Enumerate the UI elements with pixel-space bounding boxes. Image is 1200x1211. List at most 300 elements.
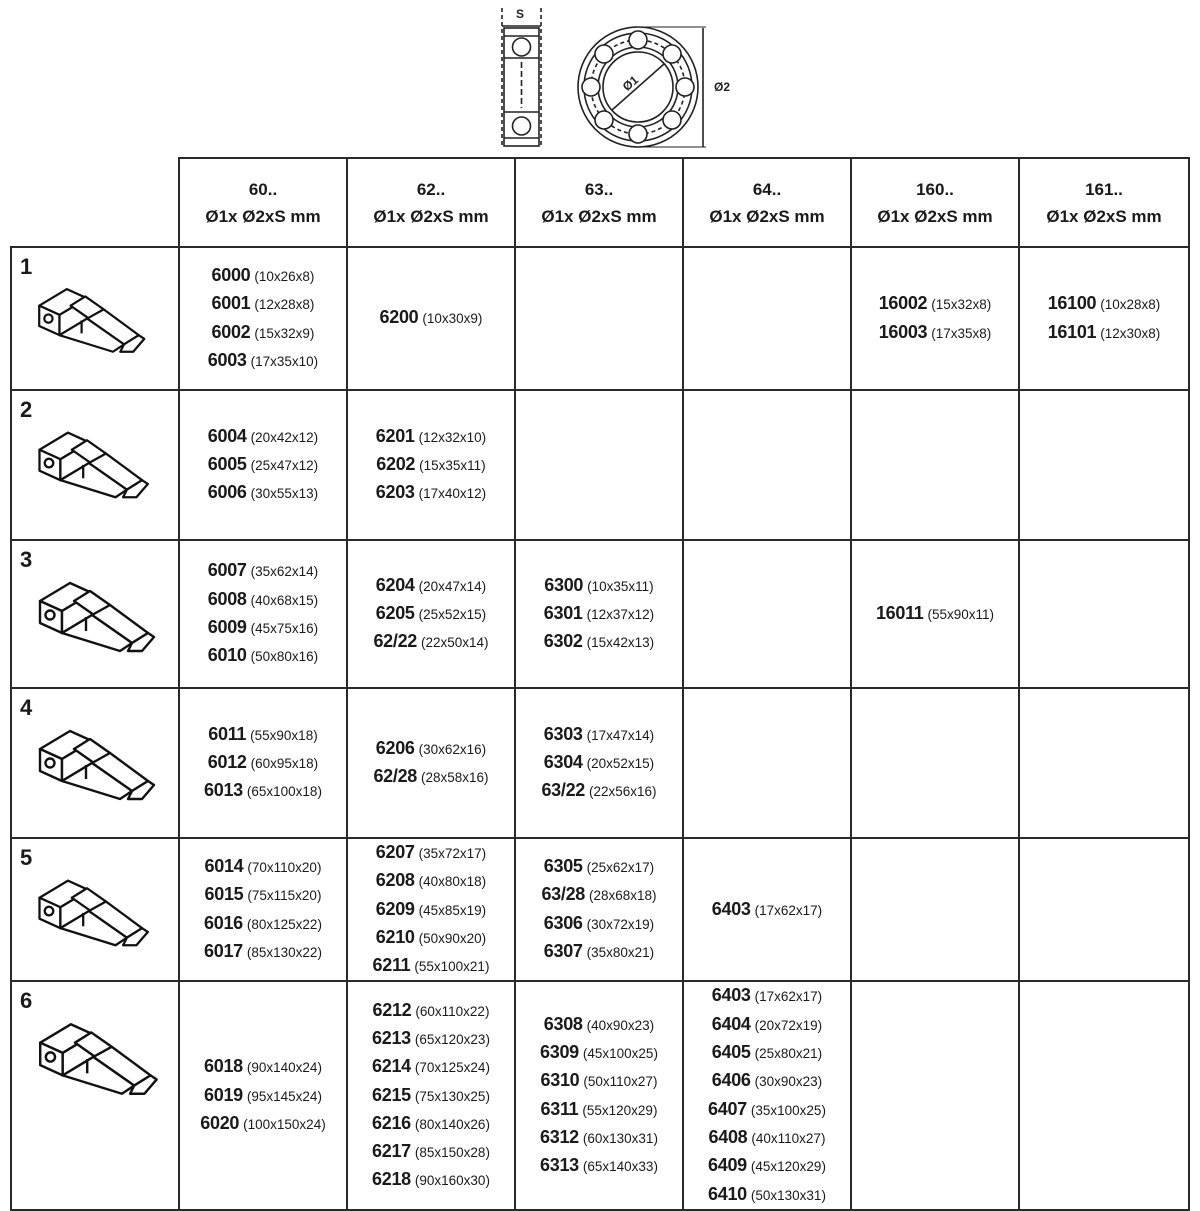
bearing-entry: [180, 479, 346, 507]
bearing-dimensions: (60x95x18): [250, 755, 319, 771]
bearing-dimensions: (90x140x24): [246, 1060, 322, 1076]
series-label: 60..: [248, 179, 278, 199]
bearing-dimensions: (28x68x18): [589, 888, 657, 904]
bearing-dimensions: (40x90x23): [586, 1017, 655, 1033]
bearing-dimensions: (35x80x21): [586, 945, 655, 961]
bearing-entry: [180, 881, 346, 909]
bearing-code: 6309: [540, 1042, 579, 1063]
bearing-code: 6209: [375, 898, 415, 919]
bearing-dimensions: (30x62x16): [418, 741, 487, 757]
bearing-code: 6409: [708, 1155, 747, 1176]
bearing-code: 6202: [376, 453, 416, 474]
bearing-dimensions: (15x32x9): [254, 325, 315, 341]
bearing-entry: [180, 347, 346, 375]
bearing-dimensions: (65x140x33): [582, 1159, 658, 1175]
bearing-code: 6004: [207, 425, 247, 446]
bearing-entry: [348, 1025, 514, 1053]
bearing-code: 6009: [207, 617, 247, 637]
bearing-code: 6302: [543, 631, 583, 652]
bearing-cell: [1019, 540, 1189, 688]
bearing-code: 6301: [543, 602, 583, 623]
bearing-selection-table: [10, 157, 1190, 1211]
bearing-cell: [347, 540, 515, 688]
bearing-code: 6018: [204, 1056, 243, 1077]
bearing-code: 6410: [708, 1183, 747, 1204]
bearing-dimensions: (60x110x22): [415, 1003, 490, 1019]
bearing-dimensions: (22x56x16): [589, 784, 657, 800]
bearing-entry: [180, 938, 346, 966]
bearing-entry: [516, 749, 682, 777]
dims-label: Ø1x Ø2xS mm: [1046, 206, 1162, 226]
bearing-entry: [348, 1110, 514, 1138]
bearing-code: 16100: [1047, 293, 1097, 314]
bearing-entry: [852, 290, 1018, 318]
corner-cell: [11, 158, 179, 247]
bearing-entry: [348, 423, 514, 451]
bearing-code: 6403: [711, 985, 751, 1006]
bearing-front-view: [578, 27, 706, 147]
bearing-cell: [515, 838, 683, 981]
table-row: [11, 688, 1189, 838]
bearing-entry: [180, 290, 346, 318]
bearing-code: 16101: [1047, 321, 1097, 342]
bearing-cell: [683, 390, 851, 540]
bearing-dimensions: (20x47x14): [418, 578, 487, 594]
bearing-entry: [1020, 290, 1188, 318]
bearing-entry: [684, 1181, 850, 1209]
bearing-code: 6016: [204, 912, 243, 933]
bearing-dimensions: (65x100x18): [246, 784, 322, 800]
bearing-dimensions: (55x100x21): [414, 959, 490, 975]
bearing-entry: [684, 1096, 850, 1124]
bearing-dimensions: (20x72x19): [754, 1017, 823, 1033]
bearing-cell: [851, 688, 1019, 838]
bearing-code: 6310: [540, 1070, 580, 1091]
bearing-dimensions: (17x40x12): [418, 486, 487, 502]
bearing-entry: [684, 1039, 850, 1067]
bearing-dimensions: (20x42x12): [250, 429, 319, 445]
bearing-entry: [348, 628, 514, 656]
bearing-code: 63/22: [541, 780, 585, 801]
bearing-cell: [1019, 981, 1189, 1209]
table-row: [11, 838, 1189, 981]
series-label: 161..: [1085, 179, 1123, 199]
bearing-code: 6311: [540, 1098, 579, 1119]
label-d1: Ø1: [619, 72, 642, 94]
bearing-dimensions: (35x62x14): [250, 564, 319, 580]
tool-number: 6: [20, 988, 33, 1014]
bearing-entry: [180, 586, 346, 614]
bearing-code: 6003: [207, 349, 247, 370]
bearing-dimensions: (15x35x11): [419, 457, 486, 473]
bearing-dimensions: (75x130x25): [414, 1088, 490, 1104]
bearing-dimensions: (25x52x15): [418, 606, 487, 622]
column-header-60: [179, 158, 347, 247]
series-label: 160..: [916, 179, 954, 199]
bearing-dimensions: (70x110x20): [247, 860, 322, 876]
table-row: [11, 540, 1189, 688]
bearing-dimensions: (85x150x28): [414, 1145, 490, 1161]
bearing-entry: [348, 1053, 514, 1081]
dims-label: Ø1x Ø2xS mm: [541, 206, 657, 226]
bearing-dimensions: (80x140x26): [414, 1116, 490, 1132]
bearing-dimensions: (70x125x24): [414, 1060, 490, 1076]
bearing-entry: [180, 1082, 346, 1110]
bearing-cell: [851, 247, 1019, 390]
bearing-code: 6405: [711, 1042, 751, 1063]
bearing-dimensions: (45x75x16): [250, 621, 319, 636]
dims-label: Ø1x Ø2xS mm: [877, 206, 993, 226]
bearing-entry: [516, 777, 682, 805]
tool-cell: [11, 838, 179, 981]
bearing-entry: [180, 319, 346, 347]
bearing-entry: [852, 319, 1018, 347]
bearing-cell: [851, 390, 1019, 540]
bearing-entry: [348, 572, 514, 600]
bearing-entry: [180, 910, 346, 938]
bearing-dimensions: (90x160x30): [414, 1173, 490, 1189]
bearing-entry: [516, 628, 682, 656]
bearing-entry: [516, 1152, 682, 1180]
bearing-code: 6215: [372, 1084, 411, 1105]
bearing-code: 6020: [200, 1112, 240, 1133]
bearing-dimensions: (15x32x8): [931, 297, 992, 313]
bearing-dimensions: (75x115x20): [247, 888, 322, 904]
tool-cell: [11, 540, 179, 688]
bearing-cell: [851, 838, 1019, 981]
bearing-cell: [179, 540, 347, 688]
column-header-64: [683, 158, 851, 247]
bearing-dimensions: (12x30x8): [1100, 325, 1161, 341]
bearing-entry: [180, 451, 346, 479]
dims-label: Ø1x Ø2xS mm: [205, 206, 321, 226]
bearing-dimensions: (100x150x24): [243, 1116, 326, 1132]
bearing-cell: [347, 981, 515, 1209]
series-label: 64..: [752, 179, 782, 199]
bearing-entry: [348, 1138, 514, 1166]
bearing-dimensions: (28x58x16): [421, 770, 489, 785]
puller-jaw-icon: [30, 421, 163, 512]
bearing-code: 6201: [375, 425, 415, 446]
bearing-code: 6305: [543, 856, 583, 877]
bearing-dimension-diagram: [0, 0, 1200, 155]
bearing-code: 6408: [708, 1126, 748, 1147]
bearing-code: 16003: [878, 321, 928, 342]
bearing-code: 6203: [375, 482, 415, 503]
bearing-entry: [180, 721, 346, 749]
bearing-dimensions: (55x120x29): [582, 1102, 658, 1118]
bearing-code: 6019: [204, 1084, 243, 1105]
tool-cell: [11, 981, 179, 1209]
bearing-entry: [852, 600, 1018, 628]
bearing-cell: [683, 247, 851, 390]
bearing-dimensions: (40x80x18): [418, 874, 487, 890]
bearing-dimensions: (40x68x15): [250, 592, 319, 608]
bearing-code: 6005: [207, 453, 247, 474]
bearing-entry: [180, 777, 346, 805]
bearing-dimensions: (17x62x17): [754, 989, 823, 1005]
bearing-cell: [179, 247, 347, 390]
bearing-code: 6008: [207, 588, 247, 609]
puller-jaw-icon: [30, 278, 159, 366]
bearing-dimensions: (17x62x17): [754, 902, 823, 918]
bearing-entry: [348, 304, 514, 332]
bearing-dimensions: (40x110x27): [751, 1130, 826, 1146]
bearing-cell: [683, 838, 851, 981]
bearing-code: 63/28: [541, 884, 585, 905]
bearing-code: 6218: [372, 1169, 411, 1190]
bearing-dimensions: (45x120x29): [750, 1159, 826, 1175]
header-row: [11, 158, 1189, 247]
bearing-cell: [851, 981, 1019, 1209]
bearing-dimensions: (95x145x24): [246, 1088, 322, 1104]
puller-jaw-icon: [30, 869, 163, 960]
column-header-63: [515, 158, 683, 247]
bearing-dimensions: (35x100x25): [750, 1102, 826, 1118]
bearing-code: 6306: [543, 912, 583, 933]
bearing-cell: [179, 981, 347, 1209]
bearing-code: 6214: [372, 1056, 411, 1077]
bearing-dimensions: (45x100x25): [582, 1046, 658, 1062]
bearing-entry: [180, 423, 346, 451]
bearing-entry: [516, 853, 682, 881]
bearing-dimensions: (25x47x12): [250, 457, 319, 473]
table-row: [11, 981, 1189, 1209]
bearing-cell: [851, 540, 1019, 688]
bearing-code: 6006: [207, 482, 247, 503]
bearing-dimensions: (50x80x16): [250, 649, 319, 665]
bearing-dimensions: (35x72x17): [418, 846, 487, 861]
bearing-entry: [684, 896, 850, 924]
table-row: [11, 247, 1189, 390]
tool-number: 5: [20, 845, 33, 870]
tool-cell: [11, 247, 179, 390]
bearing-dimensions: (30x55x13): [250, 486, 319, 502]
tool-number: 4: [20, 695, 33, 720]
bearing-cell: [1019, 247, 1189, 390]
series-label: 63..: [584, 179, 614, 199]
bearing-code: 16002: [878, 293, 928, 314]
bearing-entry: [516, 881, 682, 909]
bearing-cell: [179, 688, 347, 838]
bearing-dimensions: (10x35x11): [587, 578, 654, 594]
tool-number: 2: [20, 397, 33, 422]
puller-jaw-icon: [30, 571, 170, 666]
bearing-entry: [348, 451, 514, 479]
bearing-code: 6211: [372, 955, 411, 976]
bearing-entry: [516, 1011, 682, 1039]
bearing-code: 6015: [204, 884, 244, 905]
bearing-dimensions: (55x90x18): [250, 727, 318, 743]
series-label: 62..: [416, 179, 446, 199]
bearing-dimensions: (85x130x22): [246, 945, 322, 961]
bearing-code: 6406: [711, 1070, 751, 1091]
bearing-cell: [347, 247, 515, 390]
bearing-code: 6000: [211, 264, 251, 285]
bearing-code: 6206: [375, 737, 415, 758]
bearing-cell: [347, 688, 515, 838]
table-row: [11, 390, 1189, 540]
bearing-code: 6212: [372, 999, 412, 1020]
bearing-entry: [180, 853, 346, 881]
bearing-entry: [516, 938, 682, 966]
bearing-code: 6217: [372, 1141, 411, 1162]
bearing-cell: [683, 981, 851, 1209]
bearing-code: 6012: [207, 751, 247, 772]
bearing-dimensions: (25x62x17): [586, 860, 655, 876]
bearing-entry: [348, 924, 514, 952]
column-header-160: [851, 158, 1019, 247]
bearing-dimensions: (12x32x10): [418, 429, 487, 445]
tool-number: 3: [20, 547, 33, 572]
bearing-code: 6013: [204, 780, 243, 801]
bearing-code: 6303: [543, 723, 583, 744]
bearing-cell: [515, 688, 683, 838]
bearing-cell: [1019, 390, 1189, 540]
bearing-dimensions: (17x47x14): [586, 727, 655, 743]
bearing-cell: [515, 540, 683, 688]
bearing-entry: [348, 763, 514, 791]
bearing-code: 6313: [540, 1155, 579, 1176]
bearing-dimensions: (17x35x10): [250, 353, 319, 369]
bearing-entry: [348, 1166, 514, 1194]
bearing-cell: [683, 688, 851, 838]
bearing-code: 6210: [375, 926, 415, 947]
bearing-entry: [348, 867, 514, 895]
bearing-code: 62/28: [373, 766, 417, 786]
bearing-dimensions: (17x35x8): [931, 325, 992, 341]
bearing-cell: [179, 838, 347, 981]
bearing-entry: [516, 910, 682, 938]
bearing-dimensions: (20x52x15): [586, 755, 655, 771]
column-header-62: [347, 158, 515, 247]
bearing-entry: [684, 1011, 850, 1039]
dims-label: Ø1x Ø2xS mm: [709, 206, 825, 226]
bearing-dimensions: (50x110x27): [583, 1074, 658, 1090]
bearing-entry: [180, 614, 346, 642]
bearing-code: 6407: [708, 1098, 747, 1119]
column-header-161: [1019, 158, 1189, 247]
bearing-dimensions: (65x120x23): [414, 1031, 490, 1047]
bearing-dimensions: (80x125x22): [246, 916, 322, 932]
bearing-code: 6014: [204, 856, 244, 877]
bearing-entry: [516, 1039, 682, 1067]
bearing-entry: [180, 642, 346, 670]
bearing-cell: [179, 390, 347, 540]
bearing-code: 6017: [204, 941, 243, 962]
tool-cell: [11, 390, 179, 540]
puller-jaw-icon: [30, 1012, 173, 1109]
bearing-entry: [180, 262, 346, 290]
bearing-cell: [347, 390, 515, 540]
bearing-entry: [180, 1053, 346, 1081]
bearing-entry: [180, 557, 346, 585]
bearing-entry: [348, 997, 514, 1025]
bearing-code: 16011: [875, 602, 924, 623]
bearing-code: 6207: [375, 842, 415, 862]
bearing-entry: [348, 1082, 514, 1110]
bearing-dimensions: (12x37x12): [586, 606, 655, 622]
bearing-entry: [516, 1067, 682, 1095]
bearing-code: 6001: [211, 293, 251, 314]
bearing-code: 62/22: [373, 631, 417, 652]
bearing-entry: [348, 839, 514, 867]
bearing-entry: [1020, 319, 1188, 347]
bearing-entry: [180, 749, 346, 777]
bearing-dimensions: (22x50x14): [421, 635, 489, 651]
tool-cell: [11, 688, 179, 838]
bearing-cell: [1019, 688, 1189, 838]
bearing-dimensions: (10x26x8): [254, 268, 315, 284]
bearing-entry: [516, 1096, 682, 1124]
bearing-code: 6007: [207, 560, 247, 581]
dims-label: Ø1x Ø2xS mm: [373, 206, 489, 226]
bearing-dimensions: (55x90x11): [927, 606, 995, 622]
bearing-entry: [348, 600, 514, 628]
bearing-code: 6304: [543, 751, 583, 772]
bearing-code: 6002: [211, 321, 251, 342]
bearing-code: 6208: [375, 870, 415, 891]
bearing-dimensions: (12x28x8): [254, 297, 315, 313]
bearing-cell: [515, 247, 683, 390]
bearing-code: 6011: [208, 723, 247, 744]
bearing-code: 6205: [375, 602, 415, 623]
bearing-code: 6312: [540, 1126, 579, 1147]
bearing-dimensions: (50x90x20): [418, 930, 487, 946]
label-d2: Ø2: [714, 80, 731, 94]
bearing-entry: [516, 600, 682, 628]
bearing-entry: [180, 1110, 346, 1138]
bearing-cell: [347, 838, 515, 981]
bearing-code: 6216: [372, 1112, 411, 1133]
bearing-entry: [348, 735, 514, 763]
bearing-entry: [348, 479, 514, 507]
bearing-code: 6010: [207, 645, 247, 666]
bearing-cell: [515, 981, 683, 1209]
bearing-code: 6204: [375, 574, 415, 595]
bearing-dimensions: (10x30x9): [422, 311, 483, 327]
tool-number: 1: [20, 254, 33, 279]
bearing-entry: [348, 952, 514, 980]
label-s: S: [516, 7, 525, 21]
bearing-code: 6308: [543, 1013, 583, 1034]
bearing-code: 6300: [544, 574, 584, 595]
bearing-dimensions: (60x130x31): [582, 1130, 658, 1146]
bearing-entry: [348, 896, 514, 924]
bearing-code: 6403: [711, 898, 751, 919]
bearing-cell: [515, 390, 683, 540]
bearing-side-view: [502, 8, 541, 148]
bearing-entry: [684, 1067, 850, 1095]
bearing-cell: [1019, 838, 1189, 981]
bearing-dimensions: (30x90x23): [754, 1074, 823, 1090]
bearing-entry: [684, 982, 850, 1010]
bearing-code: 6213: [372, 1027, 411, 1048]
puller-jaw-icon: [30, 719, 170, 814]
bearing-dimensions: (30x72x19): [586, 916, 655, 932]
bearing-entry: [684, 1124, 850, 1152]
bearing-entry: [516, 572, 682, 600]
bearing-dimensions: (45x85x19): [418, 902, 487, 918]
bearing-dimensions: (50x130x31): [750, 1187, 826, 1203]
bearing-code: 6200: [379, 307, 419, 328]
bearing-dimensions: (25x80x21): [754, 1046, 823, 1062]
bearing-entry: [684, 1152, 850, 1180]
bearing-code: 6404: [711, 1013, 751, 1034]
bearing-entry: [516, 1124, 682, 1152]
bearing-dimensions: (15x42x13): [586, 635, 655, 651]
bearing-dimensions: (10x28x8): [1100, 297, 1161, 313]
